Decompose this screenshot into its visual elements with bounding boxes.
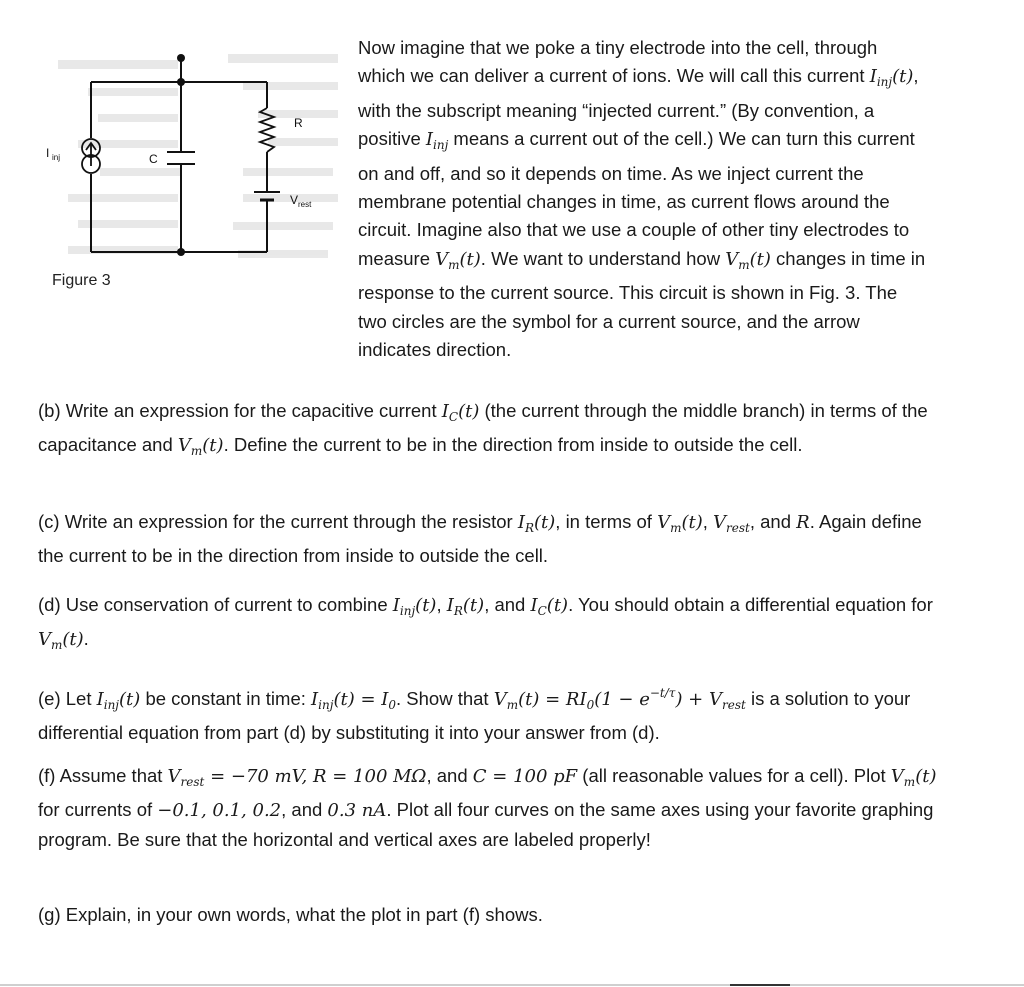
- math-vm-d: $V_m(t)$: [38, 629, 84, 653]
- math-i-inj-d: $I_{inj}(t)$: [392, 595, 437, 618]
- math-r-c: R: [796, 512, 810, 533]
- math-ic: $I_C(t)$: [441, 401, 480, 424]
- question-part-b: (b) Write an expression for the capacitive current $I_C(t)$ (the current through the middle branch) in terms of the capacitance and $V_m(t)$. Define the current to be in the direction from inside to outside the cell.: [38, 400, 928, 459]
- current-source-label-sub: inj: [52, 153, 61, 162]
- intro-text-1: Now imagine that we poke a tiny electrode into the cell, through which we can deliver a current of ions. We will call this current: [358, 37, 878, 87]
- figure-caption: Figure 3: [52, 272, 111, 289]
- math-i-inj-e: $I_{inj}(t)$: [96, 689, 141, 712]
- intro-text-3: means a current out of the cell.) We can turn this current on and off, and so it depends on time. As we inject current the membrane potential changes in time, as current flows around the circuit. Imagine also that we use a couple of other tiny electrodes to measure: [358, 128, 915, 269]
- math-vm-c: $V_m(t)$: [657, 512, 703, 535]
- intro-text-4: . We want to understand how: [480, 247, 726, 269]
- math-current-values: −0.1, 0.1, 0.2: [157, 800, 282, 822]
- intro-text-5: changes in time in response to the current source. This circuit is shown in Fig. 3. The two circles are the symbol for a current source, and the arrow indicates direction.: [358, 247, 926, 361]
- math-vm-2: $V_m(t)$: [725, 248, 771, 272]
- intro-paragraph: [38, 34, 928, 364]
- resistor-label: R: [294, 116, 303, 130]
- math-ir-d: $I_R(t)$: [446, 595, 485, 618]
- math-i-inj-1: $I_{inj}(t)$: [869, 66, 914, 90]
- page-bottom-rule-accent: [730, 984, 790, 986]
- battery-label: V: [290, 193, 299, 207]
- current-source-label: I: [46, 146, 50, 160]
- math-c-value: C = 100 pF: [472, 766, 578, 787]
- math-i-inj-const: $I_{inj}(t) = I_0$: [311, 689, 396, 712]
- question-part-f: (f) Assume that $V_{rest} = -70$ mV, R = 100 MΩ, and C = 100 pF (all reasonable values for a cell). Plot $V_m(t)$ for currents of −0.1, 0.1, 0.2, and 0.3 nA. Plot all four curves on the same axes using your favorite graphing program. Be sure that the horizontal and vertical axes are labeled properly!: [38, 765, 937, 850]
- capacitor-label: C: [149, 152, 158, 166]
- question-part-g: (g) Explain, in your own words, what the plot in part (f) shows.: [38, 904, 543, 925]
- intro-text-2: , with the subscript meaning “injected current.” (By convention, a positive: [358, 65, 919, 150]
- math-ir: $I_R(t)$: [517, 512, 556, 535]
- math-vm-1: $V_m(t)$: [435, 248, 481, 272]
- math-vm-solution: $V_m(t) = RI_0(1 - e^{-t/\tau}) + V_{rest}$: [493, 686, 746, 712]
- math-i-inj-2: $I_{inj}$: [425, 129, 449, 153]
- question-part-e: (e) Let $I_{inj}(t)$ be constant in time: $I_{inj}(t) = I_0$. Show that $V_m(t) = RI_0(1 - e^{-t/\tau}) + V_{rest}$ is a solution to your differential equation from part (d) by substituting it into your answer from (d).: [38, 686, 911, 744]
- page-bottom-rule: [0, 984, 1024, 986]
- question-part-d: (d) Use conservation of current to combine $I_{inj}(t)$, $I_R(t)$, and $I_C(t)$. You should obtain a differential equation for $V_m(t)$.: [38, 594, 933, 653]
- math-vrest-c: $V_{rest}$: [713, 512, 750, 535]
- math-vm-f: $V_m(t)$: [890, 766, 937, 789]
- math-ic-d: $I_C(t)$: [530, 595, 569, 618]
- figure-float-spacer: [38, 34, 358, 350]
- math-vrest-value: $V_{rest} = -70$ mV, R = 100 MΩ: [167, 766, 427, 789]
- battery-label-sub: rest: [298, 200, 312, 209]
- question-part-c: (c) Write an expression for the current through the resistor $I_R(t)$, in terms of $V_m(t)$, $V_{rest}$, and R. Again define the current to be in the direction from inside to outside the cell.: [38, 511, 922, 567]
- math-vm-b: $V_m(t)$: [177, 435, 224, 459]
- math-current-last: 0.3 nA: [327, 800, 387, 822]
